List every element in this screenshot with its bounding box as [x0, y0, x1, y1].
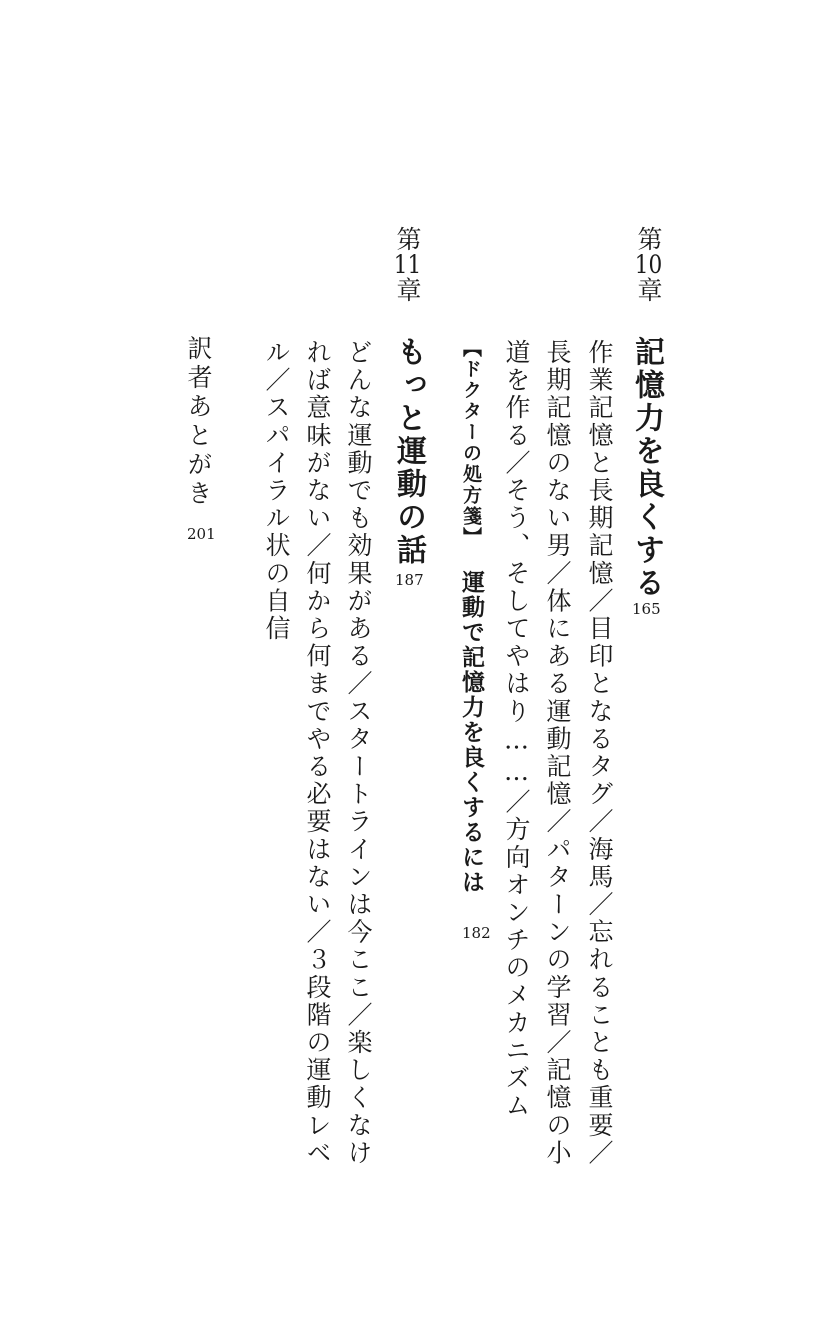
- afterword-page-number: 201: [187, 525, 216, 543]
- chapter-10-body-line-1: 作業記憶と長期記憶／目印となるタグ／海馬／忘れることも重要／: [585, 339, 614, 1167]
- chapter-10-body-line-2: 長期記憶のない男／体にある運動記憶／パターンの学習／記憶の小: [543, 339, 572, 1167]
- chapter-11-title[interactable]: もっと運動の話: [391, 336, 426, 567]
- chapter-11-label: 第11章: [393, 226, 422, 303]
- chapter-10-page-number: 165: [632, 600, 661, 618]
- prescription-title: 運動で記憶力を良くするには: [458, 570, 484, 895]
- chapter-11-body-line-2: れば意味がない／何から何までやる必要はない／３段階の運動レベ: [303, 339, 332, 1167]
- chapter-11-body-line-3: ル／スパイラル状の自信: [262, 339, 291, 643]
- afterword-title[interactable]: 訳者あとがき: [184, 335, 213, 509]
- chapter-10-label: 第10章: [634, 226, 663, 303]
- chapter-11-body-line-1: どんな運動でも効果がある／スタートラインは今ここ／楽しくなけ: [344, 339, 373, 1167]
- prescription-page-number: 182: [462, 924, 491, 942]
- chapter-11-page-number: 187: [395, 571, 424, 589]
- chapter-11-number: 11: [393, 252, 422, 277]
- chapter-10-number: 10: [634, 252, 663, 277]
- prescription-heading[interactable]: [459, 338, 483, 895]
- prescription-label: 【ドクターの処方箋】: [460, 338, 482, 548]
- chapter-10-title[interactable]: 記憶力を良くする: [629, 336, 664, 600]
- chapter-10-body-line-3: 道を作る／そう、そしてやはり……／方向オンチのメカニズム: [502, 339, 531, 1120]
